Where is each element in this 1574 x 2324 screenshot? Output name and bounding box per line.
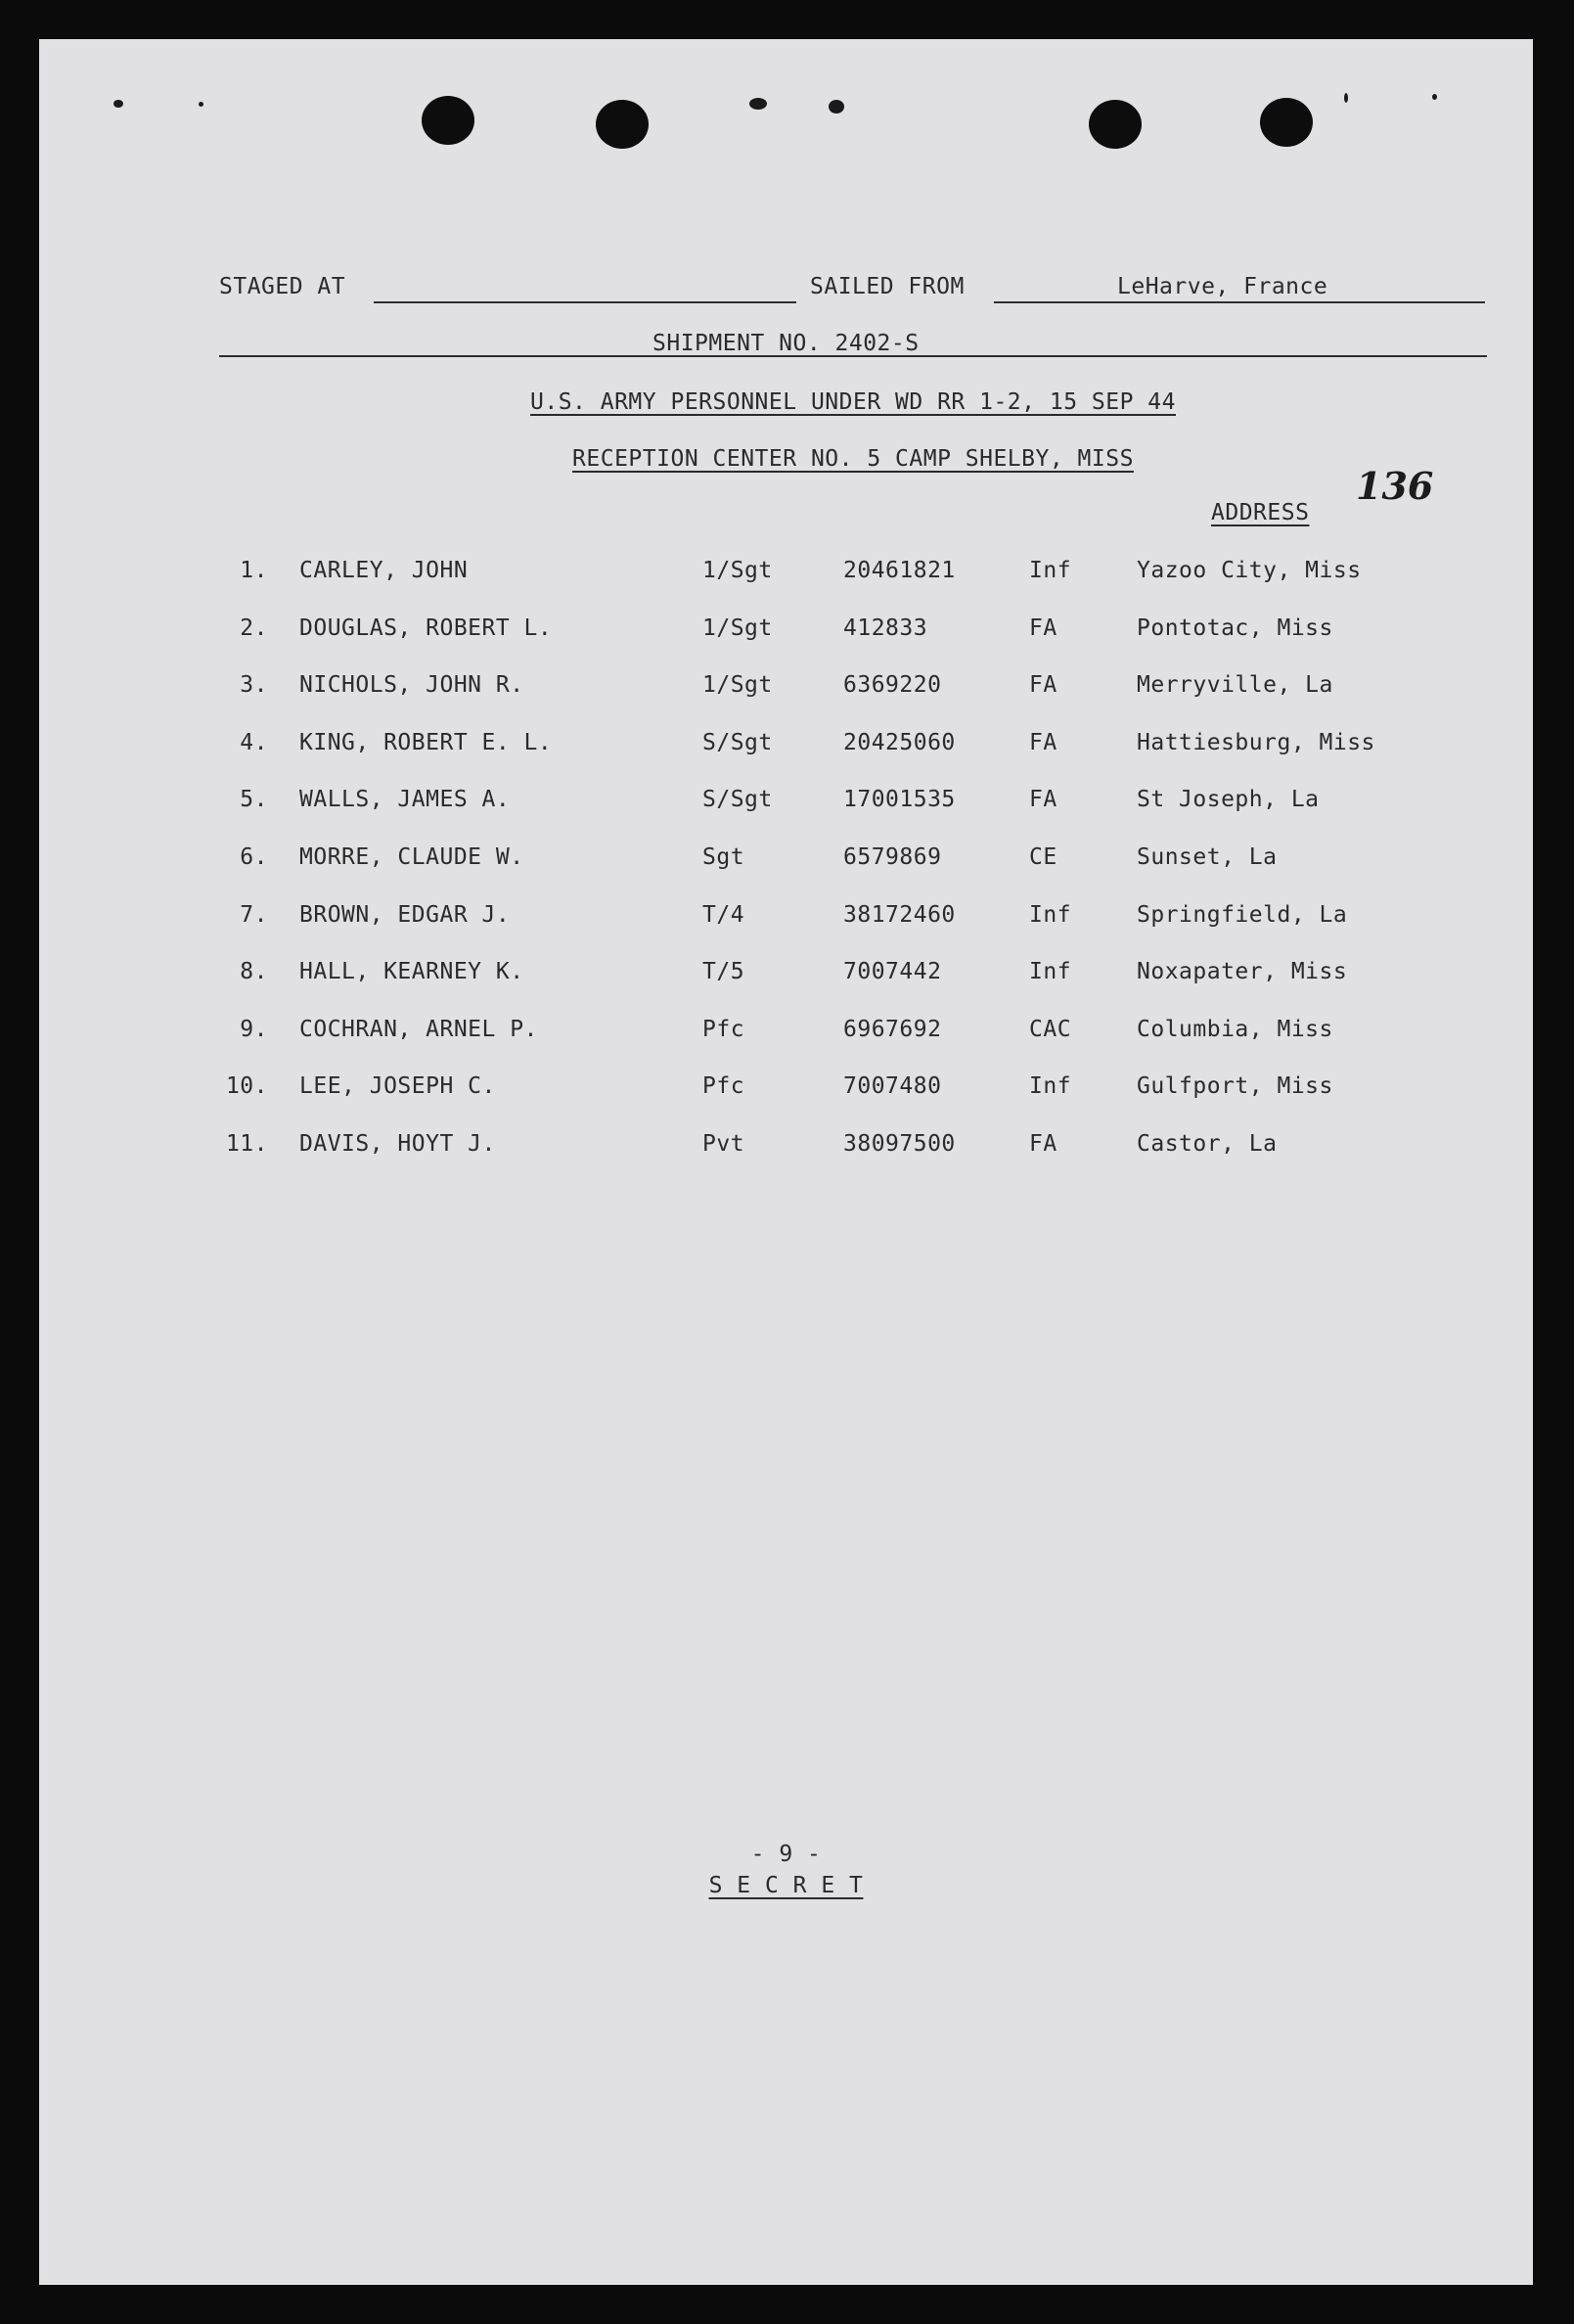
address-column-header: ADDRESS <box>1211 500 1310 525</box>
soldier-rank: S/Sgt <box>702 729 773 755</box>
list-item <box>39 844 1533 884</box>
soldier-rank: S/Sgt <box>702 787 773 813</box>
soldier-name: LEE, JOSEPH C. <box>299 1073 496 1100</box>
entry-number: 5. <box>240 787 268 813</box>
reception-center-title: RECEPTION CENTER NO. 5 CAMP SHELBY, MISS <box>572 446 1134 472</box>
serial-number: 20425060 <box>843 729 956 755</box>
soldier-name: HALL, KEARNEY K. <box>299 959 524 985</box>
entry-number: 2. <box>240 615 268 641</box>
list-item <box>39 959 1533 998</box>
list-item <box>39 1131 1533 1170</box>
branch-of-service: Inf <box>1029 558 1072 583</box>
punch-hole <box>596 100 649 149</box>
sailed-from-value: LeHarve, France <box>1117 274 1328 299</box>
classification-marking: S E C R E T <box>708 1873 864 1898</box>
branch-of-service: CE <box>1029 844 1057 870</box>
soldier-name: NICHOLS, JOHN R. <box>299 672 524 699</box>
list-item <box>39 558 1533 597</box>
entry-number: 4. <box>240 729 268 755</box>
list-item <box>39 1073 1533 1113</box>
home-address: St Joseph, La <box>1137 787 1320 813</box>
page-stamp-number: 136 <box>1356 464 1434 508</box>
branch-of-service: Inf <box>1029 1073 1072 1100</box>
branch-of-service: FA <box>1029 672 1057 699</box>
list-item <box>39 1017 1533 1056</box>
branch-of-service: CAC <box>1029 1016 1072 1042</box>
serial-number: 38097500 <box>843 1131 956 1157</box>
soldier-rank: 1/Sgt <box>702 672 773 699</box>
branch-of-service: Inf <box>1029 959 1072 985</box>
ink-speck <box>1432 94 1437 100</box>
ink-speck <box>1344 93 1348 103</box>
serial-number: 17001535 <box>843 787 956 813</box>
soldier-name: MORRE, CLAUDE W. <box>299 844 524 870</box>
soldier-name: DAVIS, HOYT J. <box>299 1131 496 1157</box>
sailed-from-label: SAILED FROM <box>810 274 965 299</box>
document-page <box>39 39 1533 2285</box>
ink-speck <box>113 100 123 108</box>
serial-number: 6369220 <box>843 672 942 699</box>
home-address: Castor, La <box>1137 1131 1278 1157</box>
home-address: Sunset, La <box>1137 844 1278 870</box>
ink-speck <box>829 100 844 114</box>
soldier-rank: T/5 <box>702 959 745 985</box>
ink-speck <box>749 98 767 110</box>
soldier-rank: 1/Sgt <box>702 558 773 583</box>
entry-number: 8. <box>240 959 268 985</box>
soldier-name: COCHRAN, ARNEL P. <box>299 1016 538 1042</box>
entry-number: 3. <box>240 672 268 699</box>
list-item <box>39 672 1533 711</box>
punch-hole <box>1260 98 1313 147</box>
soldier-rank: Sgt <box>702 844 745 870</box>
page-number: - 9 - <box>750 1842 822 1867</box>
soldier-rank: Pfc <box>702 1016 745 1042</box>
soldier-name: KING, ROBERT E. L. <box>299 729 553 755</box>
staged-at-label: STAGED AT <box>219 274 346 299</box>
home-address: Merryville, La <box>1137 672 1333 699</box>
serial-number: 7007480 <box>843 1073 942 1100</box>
home-address: Pontotac, Miss <box>1137 615 1333 641</box>
list-item <box>39 902 1533 941</box>
shipment-number: SHIPMENT NO. 2402-S <box>652 331 920 356</box>
branch-of-service: FA <box>1029 615 1057 641</box>
soldier-name: WALLS, JAMES A. <box>299 787 511 813</box>
list-item <box>39 730 1533 769</box>
entry-number: 1. <box>240 558 268 583</box>
entry-number: 7. <box>240 901 268 928</box>
home-address: Noxapater, Miss <box>1137 959 1348 985</box>
home-address: Springfield, La <box>1137 901 1348 928</box>
entry-number: 11. <box>225 1131 268 1157</box>
branch-of-service: FA <box>1029 1131 1057 1157</box>
branch-of-service: FA <box>1029 729 1057 755</box>
entry-number: 10. <box>225 1073 268 1100</box>
home-address: Columbia, Miss <box>1137 1016 1333 1042</box>
sailed-from-line <box>994 301 1485 303</box>
list-item <box>39 787 1533 826</box>
branch-of-service: FA <box>1029 787 1057 813</box>
list-item <box>39 615 1533 655</box>
soldier-name: CARLEY, JOHN <box>299 558 469 583</box>
punch-hole <box>422 96 474 145</box>
soldier-rank: Pfc <box>702 1073 745 1100</box>
home-address: Yazoo City, Miss <box>1137 558 1362 583</box>
serial-number: 20461821 <box>843 558 956 583</box>
soldier-name: DOUGLAS, ROBERT L. <box>299 615 553 641</box>
branch-of-service: Inf <box>1029 901 1072 928</box>
document-title: U.S. ARMY PERSONNEL UNDER WD RR 1-2, 15 SEP 44 <box>530 389 1176 415</box>
entry-number: 6. <box>240 844 268 870</box>
serial-number: 7007442 <box>843 959 942 985</box>
ink-speck <box>199 102 203 107</box>
soldier-rank: Pvt <box>702 1131 745 1157</box>
punch-hole <box>1089 100 1142 149</box>
soldier-rank: 1/Sgt <box>702 615 773 641</box>
soldier-rank: T/4 <box>702 901 745 928</box>
serial-number: 412833 <box>843 615 928 641</box>
staged-at-line <box>374 301 796 303</box>
soldier-name: BROWN, EDGAR J. <box>299 901 511 928</box>
entry-number: 9. <box>240 1016 268 1042</box>
serial-number: 38172460 <box>843 901 956 928</box>
serial-number: 6579869 <box>843 844 942 870</box>
serial-number: 6967692 <box>843 1016 942 1042</box>
home-address: Hattiesburg, Miss <box>1137 729 1375 755</box>
home-address: Gulfport, Miss <box>1137 1073 1333 1100</box>
